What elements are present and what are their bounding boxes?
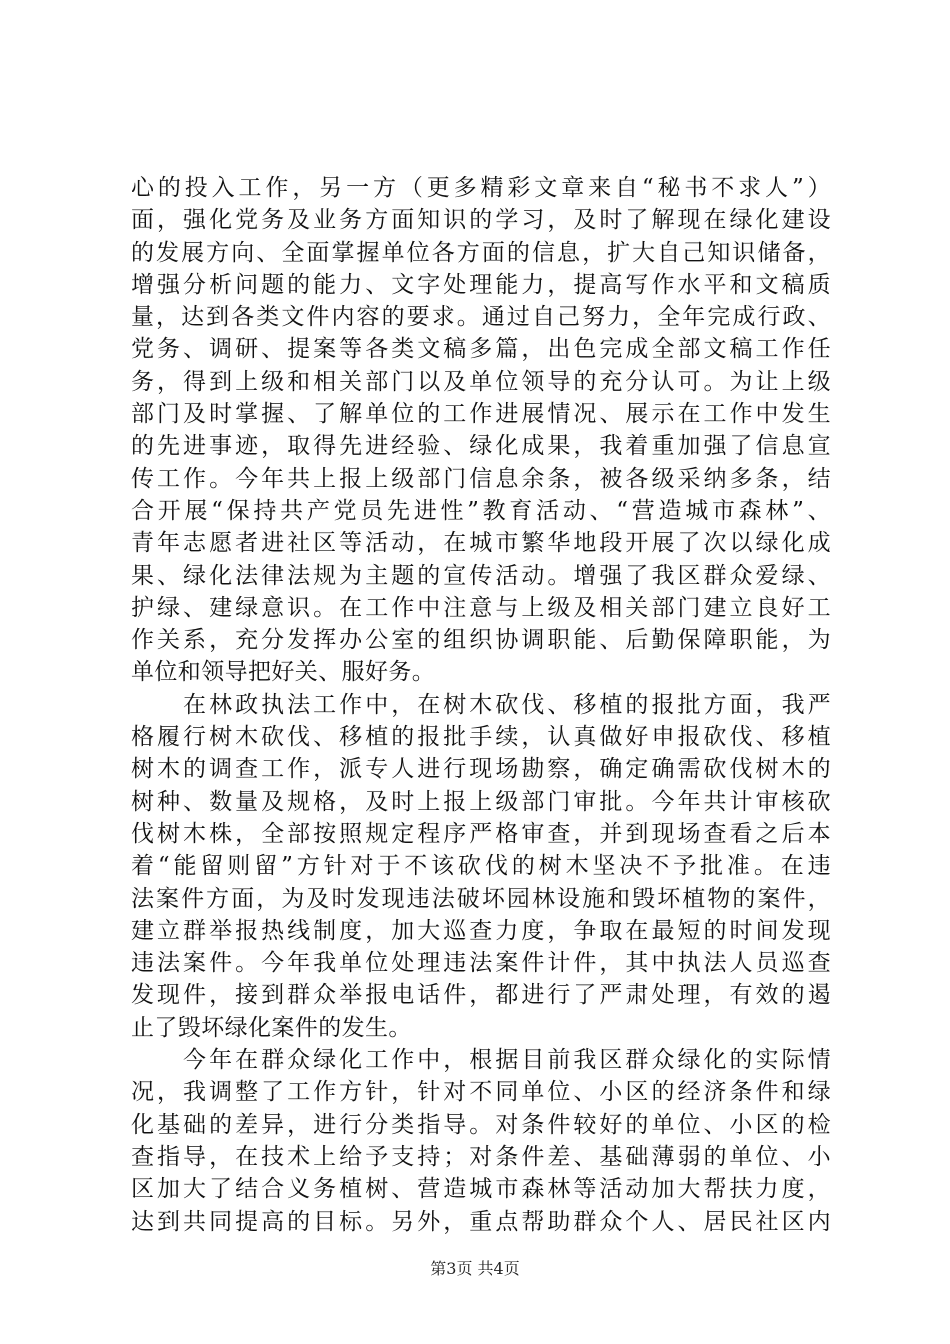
text-line: 心的投入工作，另一方（更多精彩文章来自“秘书不求人”） [131,175,831,201]
text-line: 查指导，在技术上给予支持；对条件差、基础薄弱的单位、小 [131,1143,831,1170]
text-line: 传工作。今年共上报上级部门信息余条，被各级采纳多条，结 [131,465,831,492]
body-text [131,172,831,1238]
text-line: 在林政执法工作中，在树木砍伐、移植的报批方面，我严 [131,691,831,718]
text-line: 护绿、建绿意识。在工作中注意与上级及相关部门建立良好工 [131,594,831,621]
text-line: 违法案件。今年我单位处理违法案件计件，其中执法人员巡查 [131,950,831,977]
text-line: 化基础的差异，进行分类指导。对条件较好的单位、小区的检 [131,1111,831,1138]
text-line: 区加大了结合义务植树、营造城市森林等活动加大帮扶力度， [131,1176,831,1203]
text-line: 作关系，充分发挥办公室的组织协调职能、后勤保障职能，为 [131,627,831,654]
text-line: 发现件，接到群众举报电话件，都进行了严肃处理，有效的遏 [131,982,831,1009]
text-line: 务，得到上级和相关部门以及单位领导的充分认可。为让上级 [131,368,831,395]
text-line: 的先进事迹，取得先进经验、绿化成果，我着重加强了信息宣 [131,433,831,460]
text-line: 量，达到各类文件内容的要求。通过自己努力，全年完成行政、 [131,304,831,331]
page-footer: 第3页 共4页 [430,1259,520,1278]
text-line: 的发展方向、全面掌握单位各方面的信息，扩大自己知识储备， [131,239,831,266]
text-line: 面，强化党务及业务方面知识的学习，及时了解现在绿化建设 [131,207,831,234]
text-line: 合开展“保持共产党员先进性”教育活动、“营造城市森林”、 [131,497,831,524]
text-line: 今年在群众绿化工作中，根据目前我区群众绿化的实际情 [131,1047,831,1074]
text-line: 止了毁坏绿化案件的发生。 [131,1014,412,1041]
text-line: 建立群举报热线制度，加大巡查力度，争取在最短的时间发现 [131,917,831,944]
text-line: 青年志愿者进社区等活动，在城市繁华地段开展了次以绿化成 [131,530,831,557]
text-line: 增强分析问题的能力、文字处理能力，提高写作水平和文稿质 [131,271,831,298]
text-line: 格履行树木砍伐、移植的报批手续，认真做好申报砍伐、移植 [131,724,831,751]
text-line: 树种、数量及规格，及时上报上级部门审批。今年共计审核砍 [131,788,831,815]
text-line: 党务、调研、提案等各类文稿多篇，出色完成全部文稿工作任 [131,336,831,363]
text-line: 着“能留则留”方针对于不该砍伐的树木坚决不予批准。在违 [131,853,831,880]
text-line: 树木的调查工作，派专人进行现场勘察，确定确需砍伐树木的 [131,756,831,783]
text-line: 果、绿化法律法规为主题的宣传活动。增强了我区群众爱绿、 [131,562,831,589]
text-line: 部门及时掌握、了解单位的工作进展情况、展示在工作中发生 [131,401,831,428]
text-line: 法案件方面，为及时发现违法破坏园林设施和毁坏植物的案件， [131,885,831,912]
text-line: 达到共同提高的目标。另外，重点帮助群众个人、居民社区内 [131,1208,831,1235]
text-line: 伐树木株，全部按照规定程序严格审查，并到现场查看之后本 [131,820,831,847]
text-line: 况，我调整了工作方针，针对不同单位、小区的经济条件和绿 [131,1079,831,1106]
text-line: 单位和领导把好关、服好务。 [131,659,436,686]
